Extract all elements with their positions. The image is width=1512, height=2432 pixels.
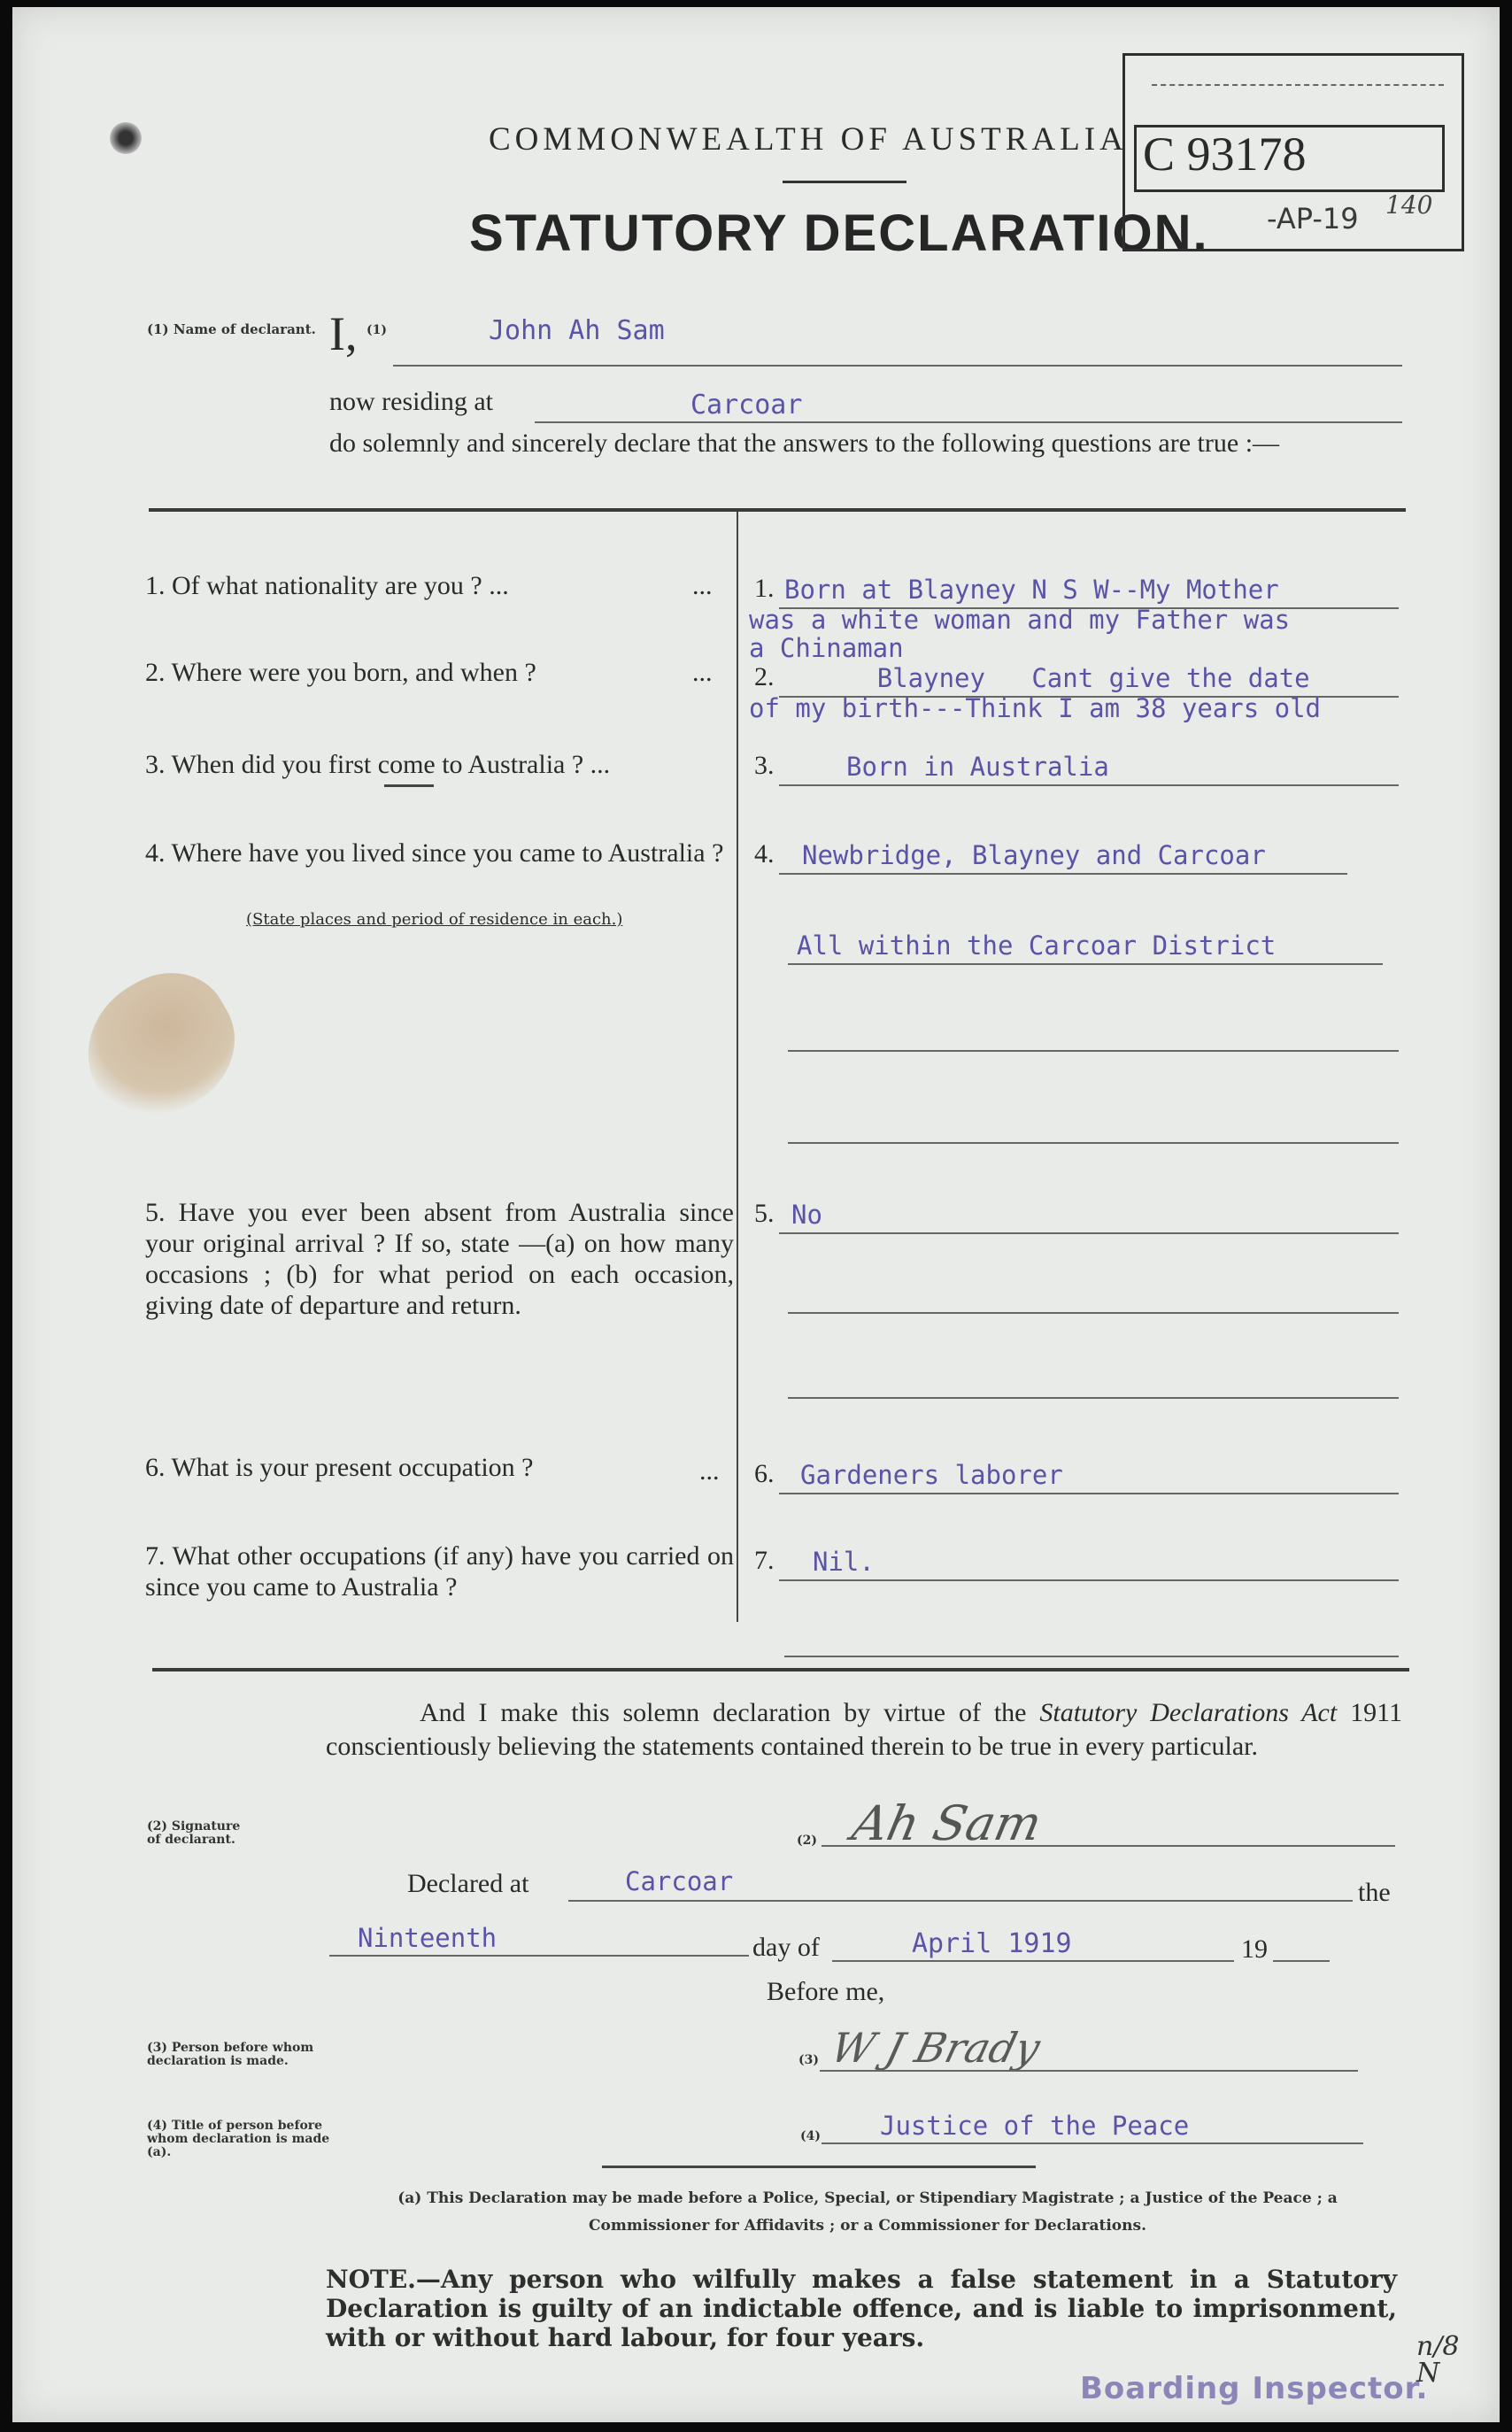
declaration-text-a: And I make this solemn declaration by virtue of the [420, 1698, 1040, 1727]
answer-6-line-1: Gardeners laborer [800, 1460, 1063, 1490]
month-value: April 1919 [912, 1928, 1072, 1959]
question-5: 5. Have you ever been absent from Australia since your original arrival ? If so, state —(a) on how many occasions ; (b) for what period on each occasion, giving date of departure and return. [145, 1198, 734, 1320]
person-note: (3) Person before whom declaration is made. [147, 2041, 314, 2068]
stamp-number: C 93178 [1143, 127, 1307, 181]
answer-7-underline [779, 1579, 1399, 1581]
answer-4-blank-2 [788, 1142, 1399, 1144]
declarant-name: John Ah Sam [489, 315, 665, 346]
name-marker: (1) [366, 323, 387, 337]
residing-line [535, 421, 1402, 423]
day-value: Ninteenth [358, 1923, 498, 1953]
signature-marker: (2) [797, 1834, 817, 1848]
answer-5-number: 5. [754, 1199, 775, 1228]
question-2-dots: ... [692, 658, 713, 687]
answer-3-line-1: Born in Australia [846, 752, 1109, 782]
name-note: (1) Name of declarant. [147, 321, 316, 337]
answer-4-underline [779, 873, 1347, 875]
declared-at-line [568, 1900, 1353, 1902]
stain [62, 951, 258, 1141]
answer-5-line-1: No [791, 1200, 822, 1230]
question-2: 2. Where were you born, and when ? [145, 658, 536, 687]
note-label: NOTE. [326, 2265, 416, 2294]
footnote: (a) This Declaration may be made before a Police, Special, or Stipendiary Magistrate ; a Justice of the Peace ; a Commissioner for Affidavits ; or a Commissioner for Declarations. [397, 2189, 1338, 2235]
page-title: STATUTORY DECLARATION. [469, 205, 1209, 262]
year-line [1273, 1960, 1330, 1962]
title-line [822, 2142, 1363, 2144]
declaration-text-b: 1911 conscientiously believing the statements contained therein to be true in every particular. [326, 1698, 1402, 1761]
answer-2-line-2: of my birth---Think I am 38 years old [749, 693, 1322, 723]
residing-value: Carcoar [690, 390, 803, 421]
question-1: 1. Of what nationality are you ? ... [145, 571, 509, 600]
signature-line [822, 1845, 1395, 1847]
footer-rule [602, 2166, 1036, 2168]
answer-7-blank-1 [784, 1656, 1399, 1657]
answer-4-number: 4. [754, 839, 775, 869]
stamp-date: -AP-19 [1267, 202, 1359, 235]
the-label: the [1358, 1878, 1391, 1907]
name-line [393, 365, 1402, 367]
answer-4-blank-1 [788, 1050, 1399, 1052]
declare-text: do solemnly and sincerely declare that the answers to the following questions are true :— [329, 428, 1280, 458]
declaration-act: Statutory Declarations Act [1039, 1698, 1338, 1727]
question-3: 3. When did you first come to Australia ? ... [145, 750, 611, 779]
answer-4-line-1: Newbridge, Blayney and Carcoar [802, 840, 1266, 870]
person-signature: W J Brady [826, 2024, 1045, 2072]
residing-label: now residing at [329, 387, 493, 416]
title-value: Justice of the Peace [880, 2111, 1190, 2141]
i-label: I, [329, 307, 358, 360]
section-rule-top [149, 508, 1406, 512]
day-line [329, 1955, 749, 1957]
document-page [12, 7, 1500, 2422]
answer-5-blank-2 [788, 1397, 1399, 1399]
declaration-text [326, 1696, 1402, 1764]
commonwealth-heading: COMMONWEALTH OF AUSTRALIA [489, 121, 1128, 158]
before-me-label: Before me, [767, 1977, 885, 2006]
answer-4-line-2: All within the Carcoar District [797, 930, 1277, 961]
year-label: 19 [1241, 1934, 1268, 1964]
month-line [832, 1960, 1234, 1962]
stamp-note: 140 [1385, 190, 1433, 220]
punch-hole [110, 122, 142, 154]
boarding-inspector-stamp: Boarding Inspector. [1080, 2371, 1429, 2406]
declared-at-label: Declared at [407, 1869, 529, 1898]
answer-5-blank-1 [788, 1312, 1399, 1314]
registration-stamp [1122, 53, 1464, 251]
answer-3-number: 3. [754, 751, 775, 780]
answer-5-underline [779, 1232, 1399, 1234]
section-rule-bottom [152, 1668, 1409, 1672]
declarant-signature: Ah Sam [847, 1795, 1047, 1851]
answer-6-number: 6. [754, 1459, 775, 1488]
declared-at-value: Carcoar [625, 1866, 734, 1896]
heading-underline [783, 181, 906, 183]
column-divider [737, 512, 738, 1622]
answer-1-line-2: was a white woman and my Father was [749, 605, 1291, 635]
note-text [326, 2265, 1397, 2352]
answer-1-line-3: a Chinaman [749, 633, 904, 663]
question-1-dots: ... [692, 571, 713, 600]
note-body: —Any person who wilfully makes a false statement in a Statutory Declaration is guilty of an indictable offence, and is liable to imprisonment, with or without hard labour, for four years. [326, 2265, 1397, 2352]
question-6: 6. What is your present occupation ? [145, 1453, 534, 1482]
answer-4-underline-2 [788, 963, 1383, 965]
answer-1-number: 1. [754, 574, 775, 603]
question-7: 7. What other occupations (if any) have you carried on since you came to Australia ? [145, 1541, 734, 1602]
person-marker: (3) [798, 2053, 819, 2067]
answer-1-line-1: Born at Blayney N S W--My Mother [784, 575, 1279, 605]
day-of-label: day of [752, 1933, 820, 1962]
first-underline [384, 784, 434, 787]
question-4-note: (State places and period of residence in each.) [246, 910, 623, 929]
title-note: (4) Title of person before whom declaration is made (a). [147, 2119, 330, 2159]
answer-3-underline [779, 784, 1399, 786]
answer-7-number: 7. [754, 1546, 775, 1575]
title-marker: (4) [800, 2129, 821, 2143]
signature-note: (2) Signature of declarant. [147, 1819, 241, 1847]
question-6-dots: ... [699, 1456, 720, 1486]
answer-7-line-1: Nil. [813, 1547, 875, 1577]
answer-2-number: 2. [754, 662, 775, 691]
corner-scribble: n/8 N [1416, 2331, 1460, 2389]
answer-2-line-1: Blayney Cant give the date [784, 663, 1310, 693]
person-line [820, 2070, 1358, 2072]
question-4: 4. Where have you lived since you came to Australia ? [145, 838, 724, 868]
answer-6-underline [779, 1493, 1399, 1494]
